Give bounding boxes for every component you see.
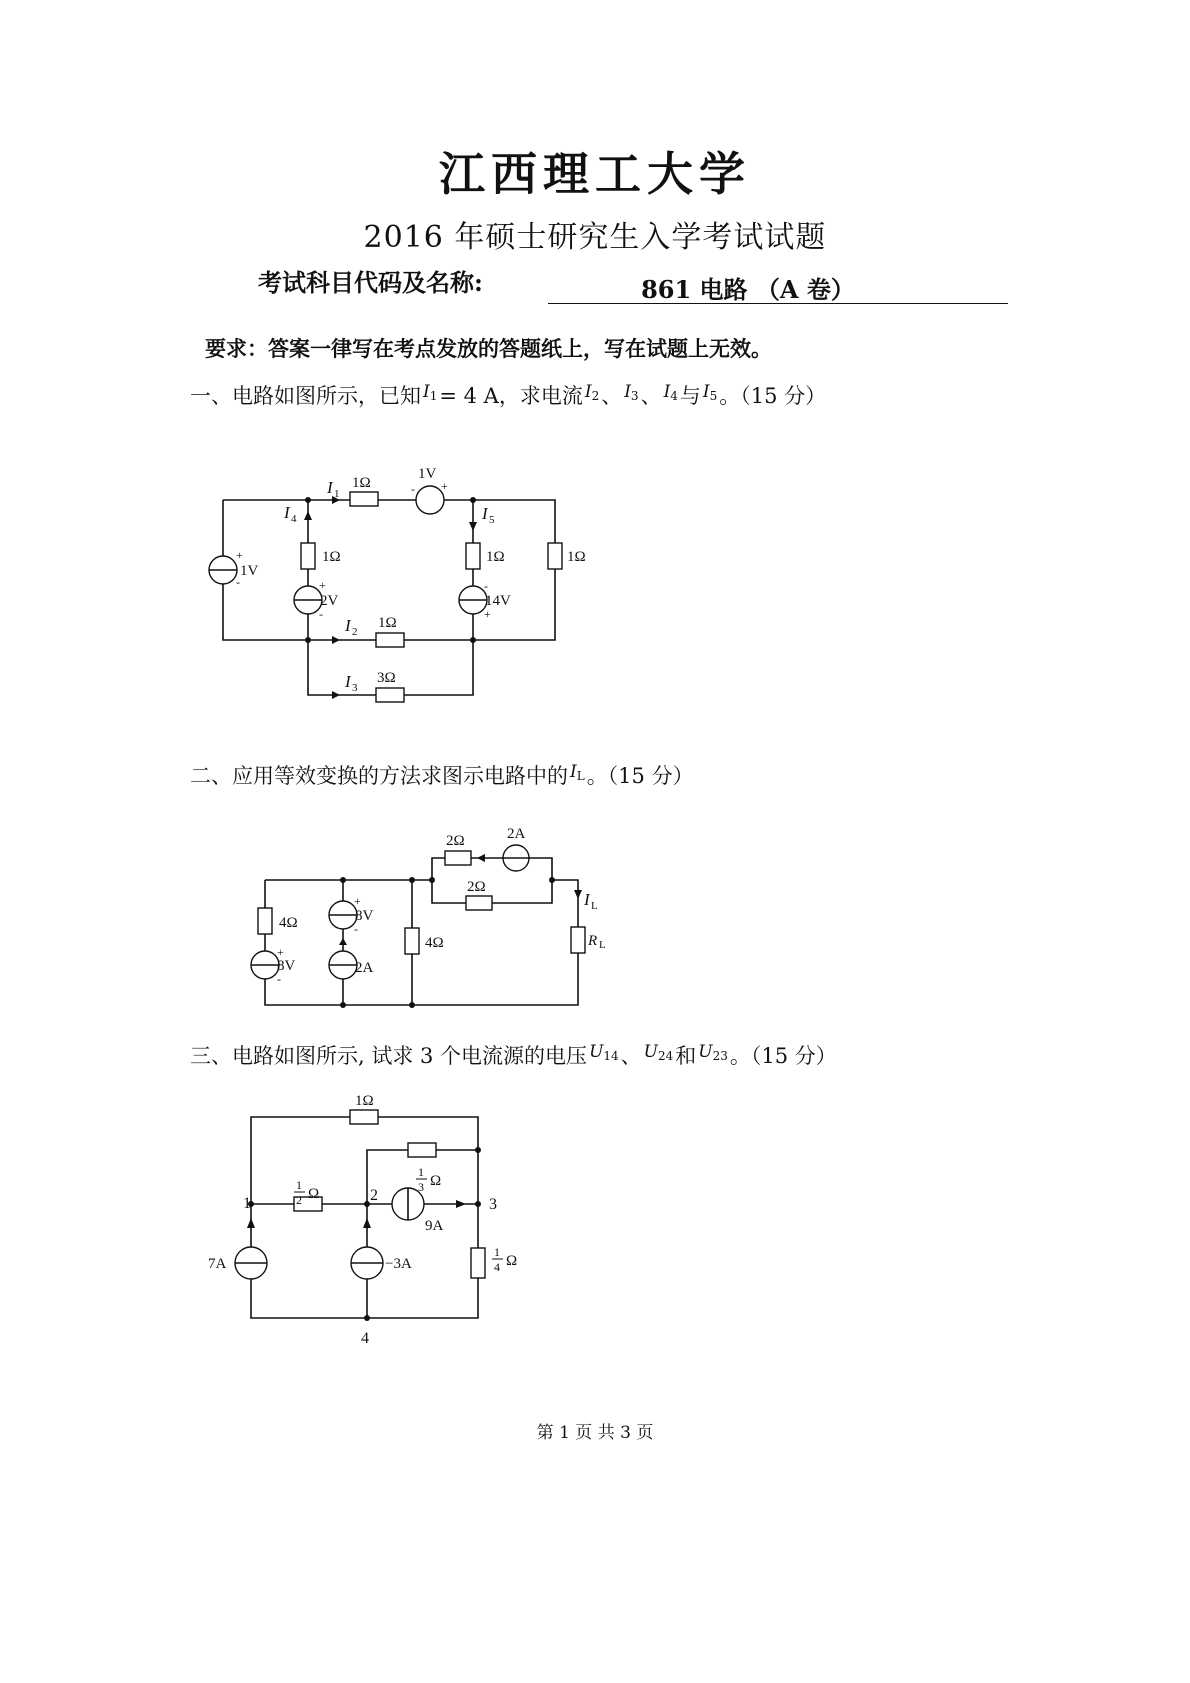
svg-text:1: 1: [418, 1165, 424, 1179]
q1-prefix: 一、电路如图所示，已知: [190, 384, 421, 408]
exam-title: 2016 年硕士研究生入学考试试题: [363, 220, 827, 255]
svg-text:I: I: [345, 672, 351, 691]
svg-text:2A: 2A: [507, 826, 526, 842]
svg-text:2A: 2A: [355, 960, 374, 976]
svg-text:I: I: [327, 478, 333, 497]
c2-resistor-left: [258, 908, 272, 934]
svg-text:1: 1: [243, 1195, 251, 1212]
svg-text:3: 3: [352, 682, 358, 694]
svg-text:1Ω: 1Ω: [322, 549, 341, 565]
c1-resistor-bottom: [376, 633, 404, 647]
circuit-3: [208, 1093, 517, 1347]
svg-text:I: I: [284, 503, 290, 522]
svg-text:Ω: Ω: [430, 1173, 442, 1189]
c3-resistor-top: [350, 1110, 378, 1124]
svg-text:1: 1: [296, 1178, 302, 1192]
svg-text:I: I: [345, 616, 351, 635]
school-name: 江西理工大学: [439, 147, 751, 201]
svg-text:1Ω: 1Ω: [352, 475, 371, 491]
svg-text:1Ω: 1Ω: [486, 549, 505, 565]
svg-text:+: +: [354, 894, 361, 908]
q3-var-u14: U14: [589, 1042, 619, 1063]
svg-text:-: -: [277, 972, 281, 986]
c2-resistor-load: [571, 927, 585, 953]
q2-var-il: IL: [570, 762, 585, 783]
svg-text:Ω: Ω: [308, 1186, 320, 1202]
q3-conj: 和: [675, 1044, 697, 1068]
q1-conj: 与: [679, 384, 701, 408]
svg-text:9A: 9A: [425, 1218, 444, 1234]
svg-text:+: +: [484, 607, 491, 621]
requirement-note: 要求：答案一律写在考点发放的答题纸上，写在试题上无效。: [205, 336, 772, 361]
svg-text:-: -: [484, 579, 488, 593]
q1-var-i1: I1: [423, 382, 438, 403]
svg-text:3: 3: [489, 1196, 497, 1213]
svg-text:1Ω: 1Ω: [567, 549, 586, 565]
c1-voltage-source-top: [416, 486, 444, 514]
svg-text:3Ω: 3Ω: [377, 670, 396, 686]
q3-var-u23: U23: [698, 1042, 728, 1063]
c1-resistor-mid-left: [301, 543, 315, 569]
svg-text:L: L: [599, 939, 606, 951]
svg-text:8V: 8V: [277, 958, 296, 974]
c1-resistor-top: [350, 492, 378, 506]
q1-var-i3: I3: [624, 382, 639, 403]
svg-text:3: 3: [418, 1180, 424, 1194]
c2-resistor-top: [445, 851, 471, 865]
svg-text:-: -: [354, 922, 358, 936]
subject-label: 考试科目代码及名称:: [258, 268, 483, 297]
svg-text:2: 2: [352, 626, 358, 638]
c1-resistor-mid-right: [466, 543, 480, 569]
q3-var-u24: U24: [643, 1042, 674, 1063]
c2-resistor-top2: [466, 896, 492, 910]
svg-text:4: 4: [361, 1330, 369, 1347]
c1-resistor-right: [548, 543, 562, 569]
svg-text:+: +: [236, 548, 243, 562]
svg-text:2: 2: [370, 1187, 378, 1204]
svg-text:2Ω: 2Ω: [467, 879, 486, 895]
svg-text:L: L: [591, 900, 598, 912]
q1-var-i5: I5: [702, 382, 718, 403]
q3-end: 。（15 分）: [729, 1044, 837, 1068]
svg-text:2: 2: [296, 1193, 302, 1207]
svg-text:R: R: [588, 933, 598, 949]
svg-text:1Ω: 1Ω: [355, 1093, 374, 1109]
q2-prefix: 二、应用等效变换的方法求图示电路中的: [190, 764, 568, 788]
svg-text:-: -: [236, 575, 240, 589]
c2-resistor-mid: [405, 928, 419, 954]
svg-text:-: -: [411, 482, 415, 496]
svg-text:4Ω: 4Ω: [425, 935, 444, 951]
circuit-1: [209, 466, 586, 702]
svg-text:-: -: [319, 607, 323, 621]
subject-value: 861 电路 （A 卷）: [641, 275, 855, 304]
svg-text:4: 4: [291, 513, 297, 525]
svg-text:14V: 14V: [485, 593, 511, 609]
svg-text:1V: 1V: [240, 563, 259, 579]
svg-text:+: +: [441, 479, 448, 493]
q3-sep: 、: [620, 1044, 642, 1068]
svg-text:7A: 7A: [208, 1256, 227, 1272]
svg-text:1Ω: 1Ω: [378, 615, 397, 631]
c1-resistor-low: [376, 688, 404, 702]
svg-text:I: I: [584, 890, 590, 909]
c3-resistor-third: [408, 1143, 436, 1157]
svg-text:5: 5: [489, 514, 495, 526]
page-footer: 第 1 页 共 3 页: [536, 1423, 654, 1443]
svg-text:1: 1: [494, 1245, 500, 1259]
q1-end: 。（15 分）: [719, 384, 827, 408]
c3-resistor-quarter: [471, 1248, 485, 1278]
svg-text:2V: 2V: [320, 593, 339, 609]
svg-text:4: 4: [494, 1260, 500, 1274]
q3-prefix: 三、电路如图所示, 试求 3 个电流源的电压: [190, 1044, 588, 1068]
svg-text:I: I: [482, 504, 488, 523]
q1-mid: ，求电流: [498, 384, 583, 408]
svg-text:+: +: [319, 578, 326, 592]
q1-var-i2: I2: [584, 382, 600, 403]
svg-text:+: +: [277, 945, 284, 959]
circuit-2: [251, 826, 606, 1008]
q2-end: 。（15 分）: [586, 764, 694, 788]
q1-given: = 4 A: [439, 384, 499, 408]
svg-text:4Ω: 4Ω: [279, 915, 298, 931]
q1-var-i4: I4: [663, 382, 678, 403]
svg-text:2Ω: 2Ω: [446, 833, 465, 849]
svg-text:8V: 8V: [355, 908, 374, 924]
svg-text:−3A: −3A: [385, 1256, 412, 1272]
question-2-text: [190, 760, 694, 790]
svg-text:Ω: Ω: [506, 1253, 518, 1269]
q1-sep1: 、: [601, 384, 623, 408]
svg-text:1: 1: [334, 488, 340, 500]
svg-text:1V: 1V: [418, 466, 437, 482]
q1-sep2: 、: [640, 384, 662, 408]
question-3-text: [190, 1040, 837, 1070]
